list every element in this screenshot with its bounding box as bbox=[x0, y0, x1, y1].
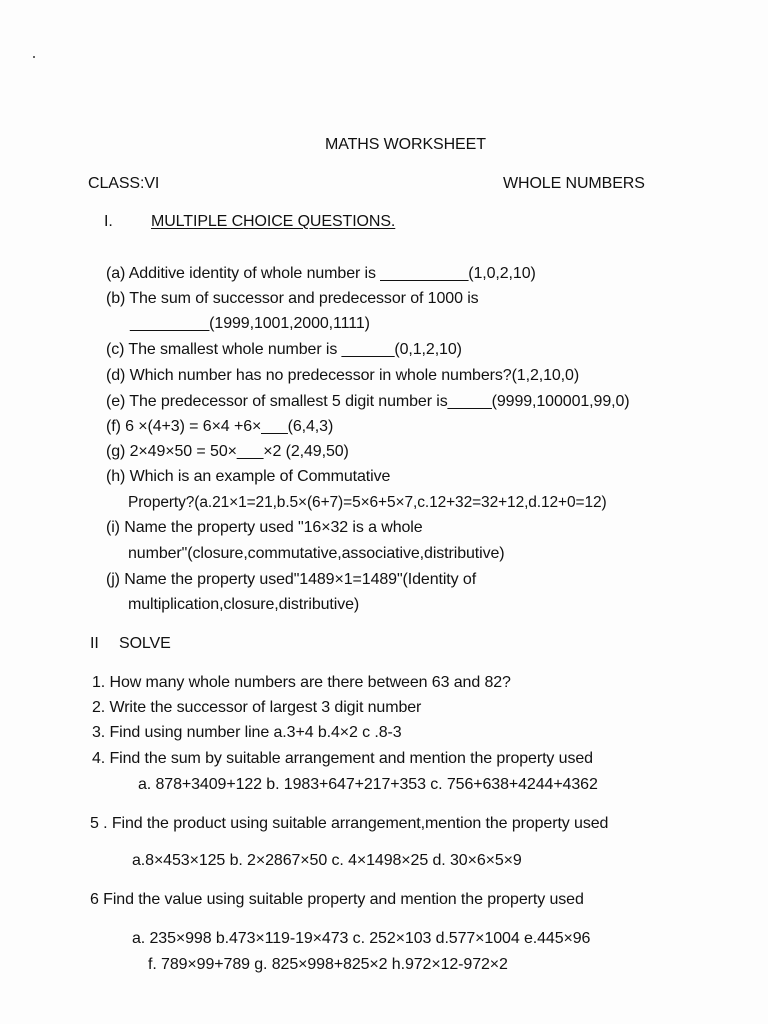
solve-line: 4. Find the sum by suitable arrangement and mention the property used bbox=[92, 750, 593, 767]
mcq-line: (i) Name the property used "16×32 is a whole bbox=[106, 519, 423, 536]
section-2-number: II bbox=[90, 635, 99, 652]
solve-line: a. 235×998 b.473×119-19×473 c. 252×103 d.577×1004 e.445×96 bbox=[132, 930, 591, 947]
solve-line: 2. Write the successor of largest 3 digit number bbox=[92, 699, 422, 716]
mcq-line: (j) Name the property used"1489×1=1489"(Identity of bbox=[106, 571, 477, 588]
worksheet-title: MATHS WORKSHEET bbox=[325, 136, 486, 153]
solve-line: 1. How many whole numbers are there between 63 and 82? bbox=[92, 674, 511, 691]
mcq-line: (b) The sum of successor and predecessor of 1000 is bbox=[106, 290, 479, 307]
solve-line: 6 Find the value using suitable property and mention the property used bbox=[90, 891, 584, 908]
mcq-line: (d) Which number has no predecessor in whole numbers?(1,2,10,0) bbox=[106, 367, 580, 384]
scan-speck bbox=[33, 56, 35, 58]
solve-line: a. 878+3409+122 b. 1983+647+217+353 c. 756+638+4244+4362 bbox=[138, 776, 598, 793]
solve-line: f. 789×99+789 g. 825×998+825×2 h.972×12-972×2 bbox=[148, 956, 508, 973]
mcq-line: (h) Which is an example of Commutative bbox=[106, 468, 391, 485]
mcq-line: (e) The predecessor of smallest 5 digit number is_____(9999,100001,99,0) bbox=[106, 393, 630, 410]
mcq-line: (f) 6 ×(4+3) = 6×4 +6×___(6,4,3) bbox=[106, 418, 334, 435]
mcq-line: (c) The smallest whole number is ______(0,1,2,10) bbox=[106, 341, 462, 358]
solve-line: a.8×453×125 b. 2×2867×50 c. 4×1498×25 d. 30×6×5×9 bbox=[132, 852, 522, 869]
solve-line: 5 . Find the product using suitable arrangement,mention the property used bbox=[90, 815, 609, 832]
mcq-line: Property?(a.21×1=21,b.5×(6+7)=5×6+5×7,c.12+32=32+12,d.12+0=12) bbox=[128, 494, 607, 511]
section-1-title: MULTIPLE CHOICE QUESTIONS. bbox=[151, 213, 396, 230]
mcq-line: multiplication,closure,distributive) bbox=[128, 596, 360, 613]
mcq-line: number"(closure,commutative,associative,distributive) bbox=[128, 545, 505, 562]
topic-label: WHOLE NUMBERS bbox=[503, 175, 645, 192]
section-1-number: I. bbox=[104, 213, 113, 230]
mcq-line: (g) 2×49×50 = 50×___×2 (2,49,50) bbox=[106, 443, 349, 460]
class-label: CLASS:VI bbox=[88, 175, 160, 192]
section-2-title: SOLVE bbox=[119, 635, 171, 652]
mcq-line: (a) Additive identity of whole number is __________(1,0,2,10) bbox=[106, 265, 536, 282]
solve-line: 3. Find using number line a.3+4 b.4×2 c .8-3 bbox=[92, 724, 402, 741]
mcq-line: _________(1999,1001,2000,1111) bbox=[130, 315, 370, 332]
